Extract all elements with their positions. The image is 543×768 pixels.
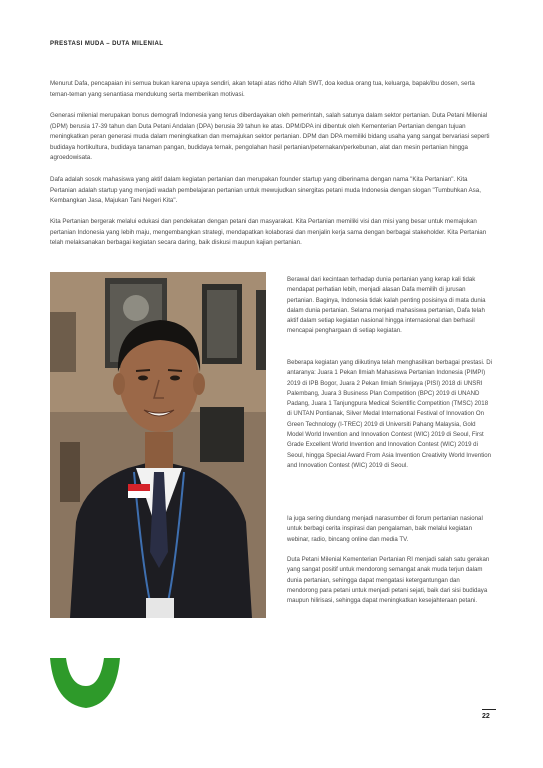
paragraph-1: Menurut Dafa, pencapaian ini semua bukan karena upaya sendiri, akan tetapi atas ridho Allah SWT, doa kedua orang tua, keluarga, bapak/ibu dosen, serta teman-teman yang senantiasa mendukung serta memberikan motivasi. bbox=[50, 80, 475, 98]
page-header: PRESTASI MUDA – DUTA MILENIAL bbox=[50, 41, 164, 47]
page-number: 22 bbox=[482, 713, 490, 720]
kementan-logo bbox=[50, 658, 120, 708]
paragraph-2: Generasi milenial merupakan bonus demografi Indonesia yang terus diberdayakan oleh pemerintah, salah satunya dalam sektor pertanian. Duta Petani Milenial (DPM) berusia 17-39 tahun dan Duta Petani Andalan (DPA) berusia 39 tahun ke atas. DPM/DPA ini dibentuk oleh Kementerian Pertanian dengan tujuan meningkatkan peran generasi muda dalam meningkatkan dan memajukan sektor pertanian. DPM dan DPA memiliki bidang usaha yang sangat bervariasi seperti budidaya hortikultura, budidaya tanaman pangan, budidaya ternak, pengolahan hasil pertanian/peternakan/perkebunan, alat dan mesin pertanian hingga agroedowisata. bbox=[50, 112, 490, 161]
side-paragraph-1: Berawal dari kecintaan terhadap dunia pertanian yang kerap kali tidak mendapat perhatian lebih, menjadi alasan Dafa memilih di jurusan pertanian. Baginya, Indonesia tidak kalah penting posisinya di mata dunia dalam dunia pertanian. Selama menjadi mahasiswa pertanian, Dafa telah aktif dalam setiap kegiatan nasional hingga internasional dan berhasil mencapai penghargaan di setiap kegiatan. bbox=[287, 276, 486, 335]
side-paragraph-4: Duta Petani Milenial Kementerian Pertanian RI menjadi salah satu gerakan yang sangat positif untuk mendorong semangat anak muda terjun dalam dunia pertanian, sehingga dapat mengatasi ketergantungan dan mendorong para petani untuk menjadi petani sejati, baik dari sisi budidaya maupun hilirisasi, sehingga dapat meningkatkan kesejahteraan petani. bbox=[287, 556, 490, 605]
portrait-photo bbox=[50, 272, 266, 618]
paragraph-4: Kita Pertanian bergerak melalui edukasi dan pendekatan dengan petani dan masyarakat. Kita Pertanian memiliki visi dan misi yang besar untuk memajukan pertanian Indonesia yang lebih maju, mengembangkan strategi, mendapatkan kolaborasi dan menjalin kerja sama dengan berbagai stakeholder. Kita Pertanian telah melaksanakan berbagai kegiatan secara daring, baik diskusi maupun kajian pertanian. bbox=[50, 218, 487, 246]
side-paragraph-2: Beberapa kegiatan yang diikutinya telah menghasilkan berbagai prestasi. Di antaranya: Juara 1 Pekan Ilmiah Mahasiswa Pertanian Indonesia (PIMPI) 2019 di IPB Bogor, Juara 2 Pekan Ilmiah Sriwijaya (PISI) 2018 di UNSRI Palembang, Juara 3 Business Plan Competition (BPC) 2019 di UNAND Padang, Juara 1 Tanjungpura Medical Scientific Competition (TMSC) 2018 di UNTAN Pontianak, Silver Medal International Festival of Innovation On Green Technology (I-TREC) 2019 di Universiti Pahang Malaysia, Gold Model World Invention and Innovation Contest (WIC) 2019 di Seoul, First Grade Excellent World Invention and Innovation Contest (WIC) 2019 di Seoul, hingga Special Award From Asia Invention Creativity World Invention and Innovation Contest (WIC) 2019 di Seoul. bbox=[287, 359, 492, 469]
side-paragraph-3: Ia juga sering diundang menjadi narasumber di forum pertanian nasional untuk berbagi cerita inspirasi dan pengalaman, baik melalui kegiatan webinar, radio, bincang online dan media TV. bbox=[287, 515, 483, 543]
paragraph-3: Dafa adalah sosok mahasiswa yang aktif dalam kegiatan pertanian dan merupakan founder startup yang diberinama dengan nama "Kita Pertanian". Kita Pertanian adalah startup yang menjadi wadah pembelajaran pertanian untuk mewujudkan sinergitas petani muda Indonesia dengan slogan "Tumbuhkan Asa, Kembangkan Jasa, Majukan Tani Negeri Kita". bbox=[50, 176, 481, 204]
page-number-rule bbox=[482, 709, 496, 710]
